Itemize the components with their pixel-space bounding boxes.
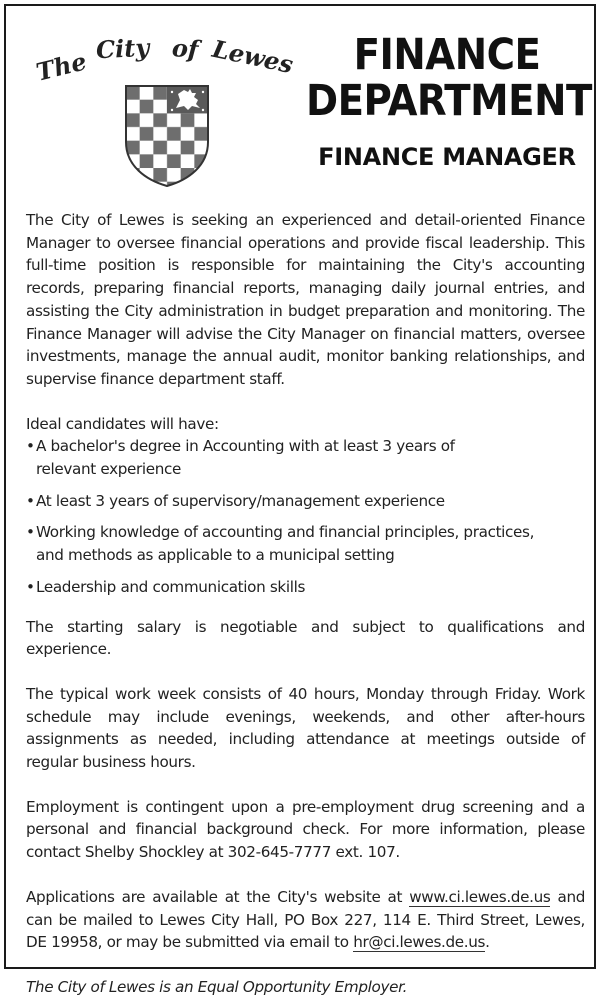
list-item: •A bachelor's degree in Accounting with at least 3 years of relevant experience [26,437,455,479]
email-link[interactable]: hr@ci.lewes.de.us [353,933,486,952]
department-heading-line1: FINANCE [353,30,541,80]
logo-word-city: City [95,32,150,65]
city-shield-icon [124,84,210,188]
logo-word-the: The [33,46,90,87]
list-item: •Working knowledge of accounting and financial principles, practices, and methods as applicable to a municipal setting [26,523,535,565]
city-logo-text [33,32,304,92]
logo-word-of: of [171,33,200,64]
department-heading-line2: DEPARTMENT [306,76,592,126]
website-link[interactable]: www.ci.lewes.de.us [409,887,551,906]
ad-body [26,209,585,999]
department-heading [306,30,592,126]
intro-paragraph: The City of Lewes is seeking an experienced and detail-oriented Finance Manager to oversee financial operations and provide fiscal leadership. This full-time position is responsible for maintaining the City's accounting records, preparing financial reports, managing daily journal entries, and assisting the City administration in budget preparation and monitoring. The Finance Manager will advise the City Manager on financial matters, oversee investments, manage the annual audit, monitor banking relationships, and supervise finance department staff. [26,211,585,388]
equal-opportunity-statement: The City of Lewes is an Equal Opportunity Employer. [26,977,408,996]
ideal-candidates-heading: Ideal candidates will have: [26,414,219,433]
position-title: FINANCE MANAGER [318,143,576,171]
list-item: •Leadership and communication skills [26,577,306,596]
schedule-paragraph: The typical work week consists of 40 hours, Monday through Friday. Work schedule may include evenings, weekends, and other after-hours assignments as needed, including attendance at meetings outside of regular business hours. [26,684,585,772]
applications-paragraph: Applications are available at the City's website at www.ci.lewes.de.us and can be mailed to Lewes City Hall, PO Box 227, 114 E. Third Street, Lewes, DE 19958, or may be submitted via email to hr@ci.lewes.de.us. [26,887,586,952]
salary-paragraph: The starting salary is negotiable and subject to qualifications and experience. [26,617,585,659]
requirements-list [26,435,585,598]
employment-paragraph: Employment is contingent upon a pre-employment drug screening and a personal and financial background check. For more information, please contact Shelby Shockley at 302-645-7777 ext. 107. [26,797,585,862]
list-item: •At least 3 years of supervisory/management experience [26,491,445,510]
logo-word-lewes: Lewes [209,33,296,80]
advertisement-frame [4,4,596,996]
